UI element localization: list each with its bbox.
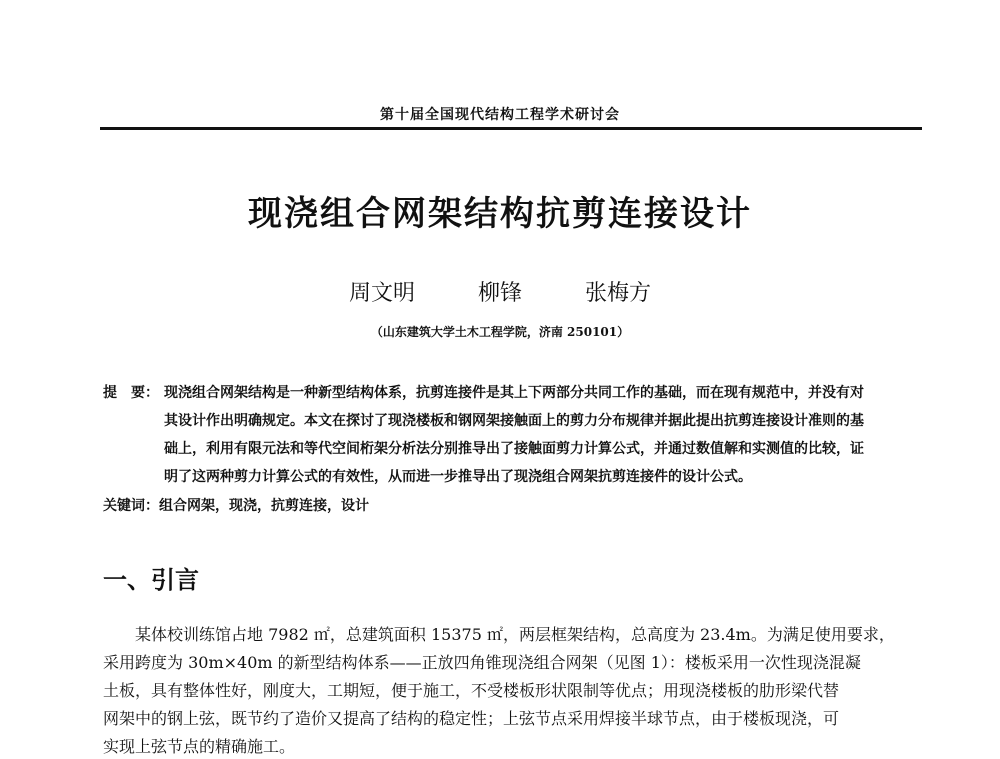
abstract-line: 其设计作出明确规定。本文在探讨了现浇楼板和钢网架接触面上的剪力分布规律并据此提出抗剪连接设计准则的基 xyxy=(164,413,864,429)
body-line: 土板，具有整体性好，刚度大，工期短，便于施工，不受楼板形状限制等优点；用现浇楼板的肋形梁代替 xyxy=(103,681,840,700)
section-heading: 一、引言 xyxy=(103,566,199,594)
author: 张梅方 xyxy=(585,281,652,306)
body-line: 网架中的钢上弦，既节约了造价又提高了结构的稳定性；上弦节点采用焊接半球节点，由于楼板现浇，可 xyxy=(103,709,840,728)
body-line: 实现上弦节点的精确施工。 xyxy=(103,737,296,756)
body-line: 采用跨度为 30m×40m 的新型结构体系——正放四角锥现浇组合网架（见图 1）：楼板采用一次性现浇混凝 xyxy=(103,653,861,672)
abstract-line: 现浇组合网架结构是一种新型结构体系，抗剪连接件是其上下两部分共同工作的基础，而在现有规范中，并没有对 xyxy=(164,385,864,401)
header-rule xyxy=(100,127,922,130)
affiliation: （山东建筑大学土木工程学院，济南 250101） xyxy=(370,325,630,339)
author: 周文明 xyxy=(348,281,415,306)
author: 柳锋 xyxy=(477,281,522,306)
keywords-label: 关键词： xyxy=(103,498,159,514)
keywords xyxy=(103,495,369,515)
keywords-text: 组合网架，现浇，抗剪连接，设计 xyxy=(159,498,369,514)
abstract-line: 明了这两种剪力计算公式的有效性，从而进一步推导出了现浇组合网架抗剪连接件的设计公式。 xyxy=(164,469,752,485)
abstract-line: 础上，利用有限元法和等代空间桁架分析法分别推导出了接触面剪力计算公式，并通过数值解和实测值的比较，证 xyxy=(164,441,864,457)
body-line: 某体校训练馆占地 7982 ㎡，总建筑面积 15375 ㎡，两层框架结构，总高度为 23.4m。为满足使用要求， xyxy=(103,625,895,644)
conference-header: 第十届全国现代结构工程学术研讨会 xyxy=(380,107,620,123)
abstract-label: 提 要： xyxy=(103,385,159,401)
author-list xyxy=(0,276,1000,307)
paper-title: 现浇组合网架结构抗剪连接设计 xyxy=(248,194,752,234)
